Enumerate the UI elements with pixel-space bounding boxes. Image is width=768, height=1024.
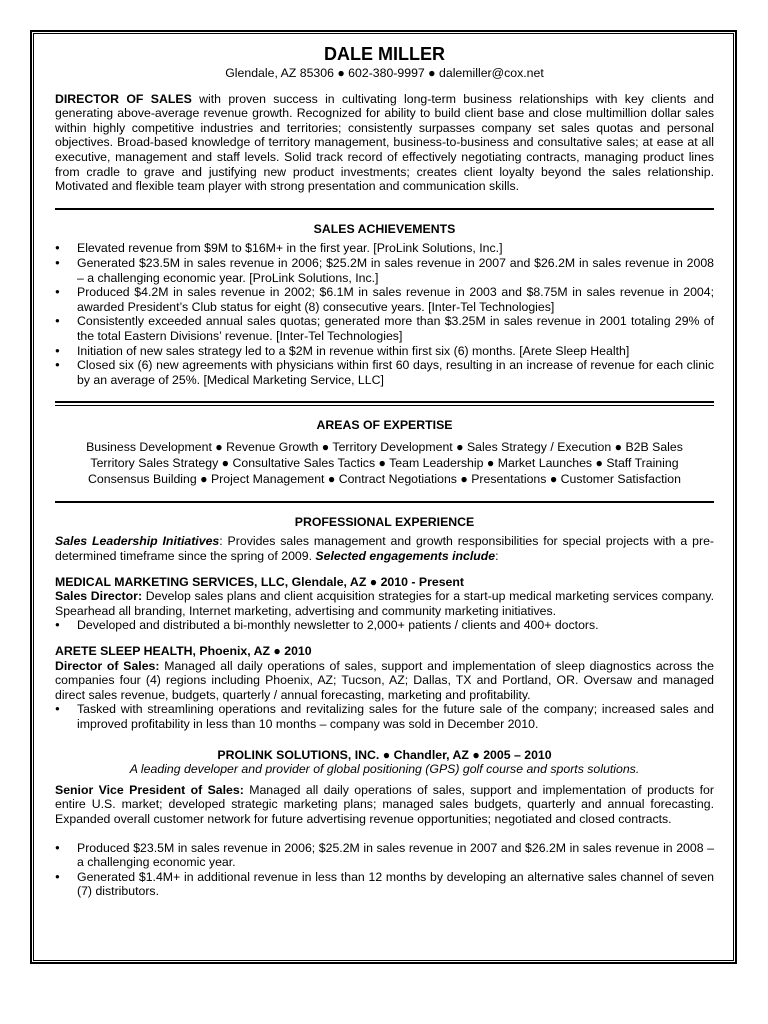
intro-text: : Provides sales management and growth responsibilities for special projects with a pre-determined timeframe since the spring of 2009. xyxy=(55,534,715,564)
expertise-heading: AREAS OF EXPERTISE xyxy=(316,418,453,433)
resume-content xyxy=(55,43,714,899)
job-bullet-item: ● Generated $1.4M+ in additional revenue in less than 12 months by developing an alternative sales channel of seven (7) distributors. xyxy=(55,870,714,899)
job-bullet-item: ● Developed and distributed a bi-monthly newsletter to 2,000+ patients / clients and 400+ doctors. xyxy=(55,618,714,633)
summary-paragraph xyxy=(55,92,714,194)
job-description-text: Managed all daily operations of sales, support and implementation of products for entire U.S. market; developed strategic marketing plans; managed sales budgets, quarterly and annual forecasting. Expanded overall customer network for future advertising revenue opportunities; negotiated and closed contracts. xyxy=(55,782,714,826)
job-bullets xyxy=(55,618,714,633)
expertise-list xyxy=(55,439,714,487)
spacer xyxy=(55,827,714,841)
job-description-text: Managed all daily operations of sales, support and implementation of sleep diagnostics across the companies four (4) regions including Phoenix, AZ; Tucson, AZ; Dallas, TX and Portland, OR. Oversaw and managed direct sales revenue, budgets, quarterly / annual forecasting, marketing and profitability. xyxy=(55,658,714,702)
company-tagline: A leading developer and provider of global positioning (GPS) golf course and sports solutions. xyxy=(129,762,640,777)
intro-emphasis: Selected engagements include xyxy=(315,549,496,564)
job-company: ARETE SLEEP HEALTH, Phoenix, AZ ● 2010 xyxy=(55,644,312,659)
expertise-line: Territory Sales Strategy ● Consultative Sales Tactics ● Team Leadership ● Market Launches ● Staff Training xyxy=(90,455,679,470)
job-role: Senior Vice President of Sales: xyxy=(55,782,244,797)
achievement-item: ● Generated $23.5M in sales revenue in 2006; $25.2M in sales revenue in 2007 and $26.2M in sales revenue in 2008 – a challenging economic year. [ProLink Solutions, Inc.] xyxy=(55,256,714,285)
job-description xyxy=(55,589,714,618)
expertise-line: Consensus Building ● Project Management ● Contract Negotiations ● Presentations ● Customer Satisfaction xyxy=(88,471,681,486)
section-divider xyxy=(55,401,714,406)
section-divider xyxy=(55,501,714,503)
achievements-heading: SALES ACHIEVEMENTS xyxy=(313,221,456,236)
achievements-list xyxy=(55,241,714,387)
summary-title: DIRECTOR OF SALES xyxy=(55,91,192,106)
expertise-line: Business Development ● Revenue Growth ● Territory Development ● Sales Strategy / Execution ● B2B Sales xyxy=(86,439,683,454)
achievement-item: ● Closed six (6) new agreements with physicians within first 60 days, resulting in an increase of revenue for each clinic by an average of 25%. [Medical Marketing Service, LLC] xyxy=(55,358,714,387)
achievement-item: ● Produced $4.2M in sales revenue in 2002; $6.1M in sales revenue in 2003 and $8.75M in sales revenue in 2004; awarded President’s Club status for eight (8) consecutive years. [Inter-Tel Technologies] xyxy=(55,285,714,314)
applicant-name: DALE MILLER xyxy=(324,44,445,64)
summary-text: with proven success in cultivating long-term business relationships with key clients and generating above-average revenue growth. Recognized for ability to build client base and close multimillion dollar sales within highly competitive industries and territories; consistently surpasses company set sales quotas and personal objectives. Broad-based knowledge of territory management, business-to-business and consultative sales; at ease at all executive, management and staff levels. Solid track record of effectively negotiating contracts, managing product lines from cradle to grave and justifying new product investments; creates client loyalty beyond the sales relationship. Motivated and flexible team player with strong presentation and communication skills. xyxy=(55,91,714,194)
job-role: Director of Sales: xyxy=(55,658,160,673)
job-bullet-item: ● Produced $23.5M in sales revenue in 2006; $25.2M in sales revenue in 2007 and $26.2M in sales revenue in 2008 – a challenging economic year. xyxy=(55,841,714,870)
job-role: Sales Director: xyxy=(55,589,143,604)
achievement-item: ● Elevated revenue from $9M to $16M+ in the first year. [ProLink Solutions, Inc.] xyxy=(55,241,714,256)
contact-info: Glendale, AZ 85306 ● 602-380-9997 ● dalemiller@cox.net xyxy=(225,66,544,80)
job-description xyxy=(55,783,714,827)
intro-label: Sales Leadership Initiatives xyxy=(55,534,220,549)
achievement-item: ● Consistently exceeded annual sales quotas; generated more than $3.25M in sales revenue in 2001 totaling 29% of the total Eastern Divisions’ revenue. [Inter-Tel Technologies] xyxy=(55,314,714,343)
job-company: MEDICAL MARKETING SERVICES, LLC, Glendale, AZ ● 2010 - Present xyxy=(55,574,464,589)
achievement-item: ● Initiation of new sales strategy led to a $2M in revenue within first six (6) months. [Arete Sleep Health] xyxy=(55,344,714,359)
job-bullets xyxy=(55,841,714,899)
intro-end: : xyxy=(495,549,499,564)
job-description-text: Develop sales plans and client acquisition strategies for a start-up medical marketing services company. Spearhead all branding, Internet marketing, advertising and community marketing initiatives. xyxy=(55,589,714,618)
job-company: PROLINK SOLUTIONS, INC. ● Chandler, AZ ● 2005 – 2010 xyxy=(217,747,552,762)
job-description xyxy=(55,659,714,703)
job-bullets xyxy=(55,702,714,731)
job-bullet-item: ● Tasked with streamlining operations and revitalizing sales for the future sale of the company; increased sales and improved profitability in less than 10 months – company was sold in December 2010. xyxy=(55,702,714,731)
experience-heading: PROFESSIONAL EXPERIENCE xyxy=(294,514,475,529)
section-divider xyxy=(55,208,714,210)
experience-intro xyxy=(55,534,714,563)
